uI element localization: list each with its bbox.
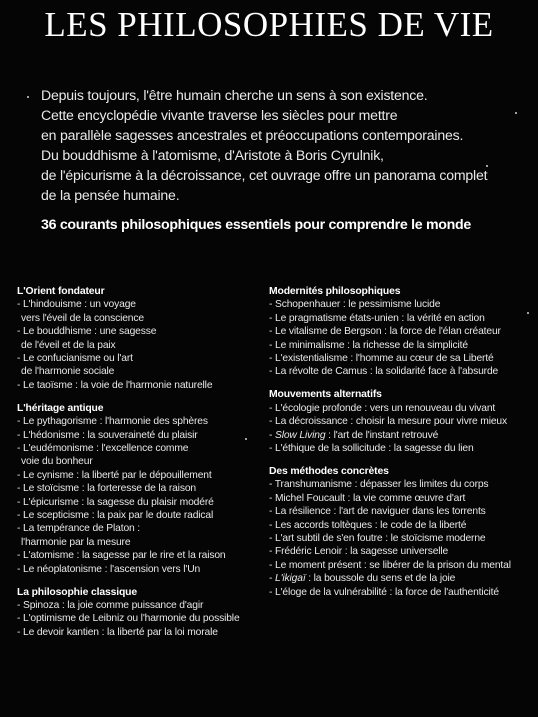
list-item: voie du bonheur [21, 456, 93, 468]
decorative-dot [27, 96, 29, 98]
list-item: - L'optimisme de Leibniz ou l'harmonie du possible [17, 613, 240, 625]
list-item-rest: : l'art de l'instant retrouvé [325, 429, 439, 441]
list-item: - Le vitalisme de Bergson : la force de l'élan créateur [269, 326, 501, 338]
right-column [269, 285, 535, 608]
list-item-prefix: - [269, 429, 275, 441]
list-item: de l'éveil et de la paix [21, 339, 116, 351]
list-item: - Frédéric Lenoir : la sagesse universelle [269, 546, 449, 558]
list-item: - L'éloge de la vulnérabilité : la force de l'authenticité [269, 586, 499, 598]
section [17, 285, 265, 392]
section-title: La philosophie classique [17, 586, 137, 598]
list-item: - Le stoïcisme : la forteresse de la raison [17, 483, 196, 495]
list-item-rest: : la boussole du sens et de la joie [305, 573, 456, 585]
list-item: - La tempérance de Platon : [17, 523, 141, 535]
intro-paragraph [41, 85, 521, 206]
intro-line: Cette encyclopédie vivante traverse les siècles pour mettre [41, 107, 398, 124]
list-item: l'harmonie par la mesure [21, 536, 131, 548]
list-item: - Le minimalisme : la richesse de la simplicité [269, 339, 468, 351]
list-item: - La résilience : l'art de naviguer dans les torrents [269, 506, 486, 518]
list-item: - L'art subtil de s'en foutre : le stoïcisme moderne [269, 532, 486, 544]
list-item: - Le néoplatonisme : l'ascension vers l'Un [17, 563, 201, 575]
list-item: - L'atomisme : la sagesse par le rire et la raison [17, 550, 226, 562]
list-item: - Le confucianisme ou l'art [17, 353, 133, 365]
section-title: Modernités philosophiques [269, 286, 401, 297]
intro-line: de la pensée humaine. [41, 187, 180, 204]
list-item: - Michel Foucault : la vie comme œuvre d'art [269, 492, 466, 504]
intro-line: Du bouddhisme à l'atomisme, d'Aristote à Boris Cyrulnik, [41, 147, 384, 164]
section [269, 285, 535, 379]
section [17, 402, 265, 576]
cover-title: LES PHILOSOPHIES DE VIE [44, 5, 494, 44]
decorative-dot [515, 112, 517, 114]
list-item: - L'hindouisme : un voyage [17, 299, 136, 311]
list-item: - L'écologie profonde : vers un renouveau du vivant [269, 402, 496, 414]
list-item: - Schopenhauer : le pessimisme lucide [269, 299, 441, 311]
decorative-dot [486, 165, 488, 167]
section-title: L'Orient fondateur [17, 286, 105, 297]
left-column [17, 285, 265, 649]
section-title: Des méthodes concrètes [269, 465, 389, 477]
list-item-italic: L'ikigaï [275, 573, 306, 585]
section [17, 586, 265, 640]
decorative-dot [245, 438, 247, 440]
list-item: - Le pythagorisme : l'harmonie des sphères [17, 416, 208, 428]
list-item: - Le cynisme : la liberté par le dépouillement [17, 469, 212, 481]
list-item: - L'épicurisme : la sagesse du plaisir modéré [17, 496, 214, 508]
intro-line: de l'épicurisme à la décroissance, cet ouvrage offre un panorama complet [41, 167, 488, 184]
list-item: de l'harmonie sociale [21, 366, 115, 378]
list-item: - Le devoir kantien : la liberté par la loi morale [17, 626, 218, 638]
tagline: 36 courants philosophiques essentiels pour comprendre le monde [41, 217, 471, 233]
list-item: - Spinoza : la joie comme puissance d'agir [17, 599, 204, 611]
list-item: - L'éthique de la sollicitude : la sagesse du lien [269, 442, 474, 454]
list-item: - L'existentialisme : l'homme au cœur de sa Liberté [269, 353, 494, 365]
list-item: - Le scepticisme : la paix par le doute radical [17, 510, 214, 521]
list-item: - Les accords toltèques : le code de la liberté [269, 519, 467, 531]
list-item: - Transhumanisme : dépasser les limites du corps [269, 479, 489, 491]
section [269, 388, 535, 455]
intro-line: en parallèle sagesses ancestrales et préoccupations contemporaines. [41, 127, 464, 144]
list-item: - L'hédonisme : la souveraineté du plaisir [17, 429, 198, 441]
section-title: Mouvements alternatifs [269, 389, 382, 401]
list-item-prefix: - [269, 573, 275, 585]
list-item: - La décroissance : choisir la mesure pour vivre mieux [269, 416, 507, 428]
list-item: - Le pragmatisme états-unien : la vérité en action [269, 312, 485, 324]
intro-line: Depuis toujours, l'être humain cherche un sens à son existence. [41, 87, 428, 103]
list-item: - Le taoïsme : la voie de l'harmonie naturelle [17, 379, 213, 391]
section-title: L'héritage antique [17, 402, 104, 414]
decorative-dot [527, 312, 529, 314]
list-item [269, 572, 535, 585]
list-item: - L'eudémonisme : l'excellence comme [17, 442, 189, 454]
list-item: - Le moment présent : se libérer de la prison du mental [269, 559, 511, 571]
list-item: - La révolte de Camus : la solidarité face à l'absurde [269, 366, 499, 378]
list-item [269, 429, 535, 442]
list-item-italic: Slow Living [275, 429, 326, 441]
section [269, 465, 535, 599]
list-item: - Le bouddhisme : une sagesse [17, 326, 157, 338]
list-item: vers l'éveil de la conscience [21, 312, 144, 324]
